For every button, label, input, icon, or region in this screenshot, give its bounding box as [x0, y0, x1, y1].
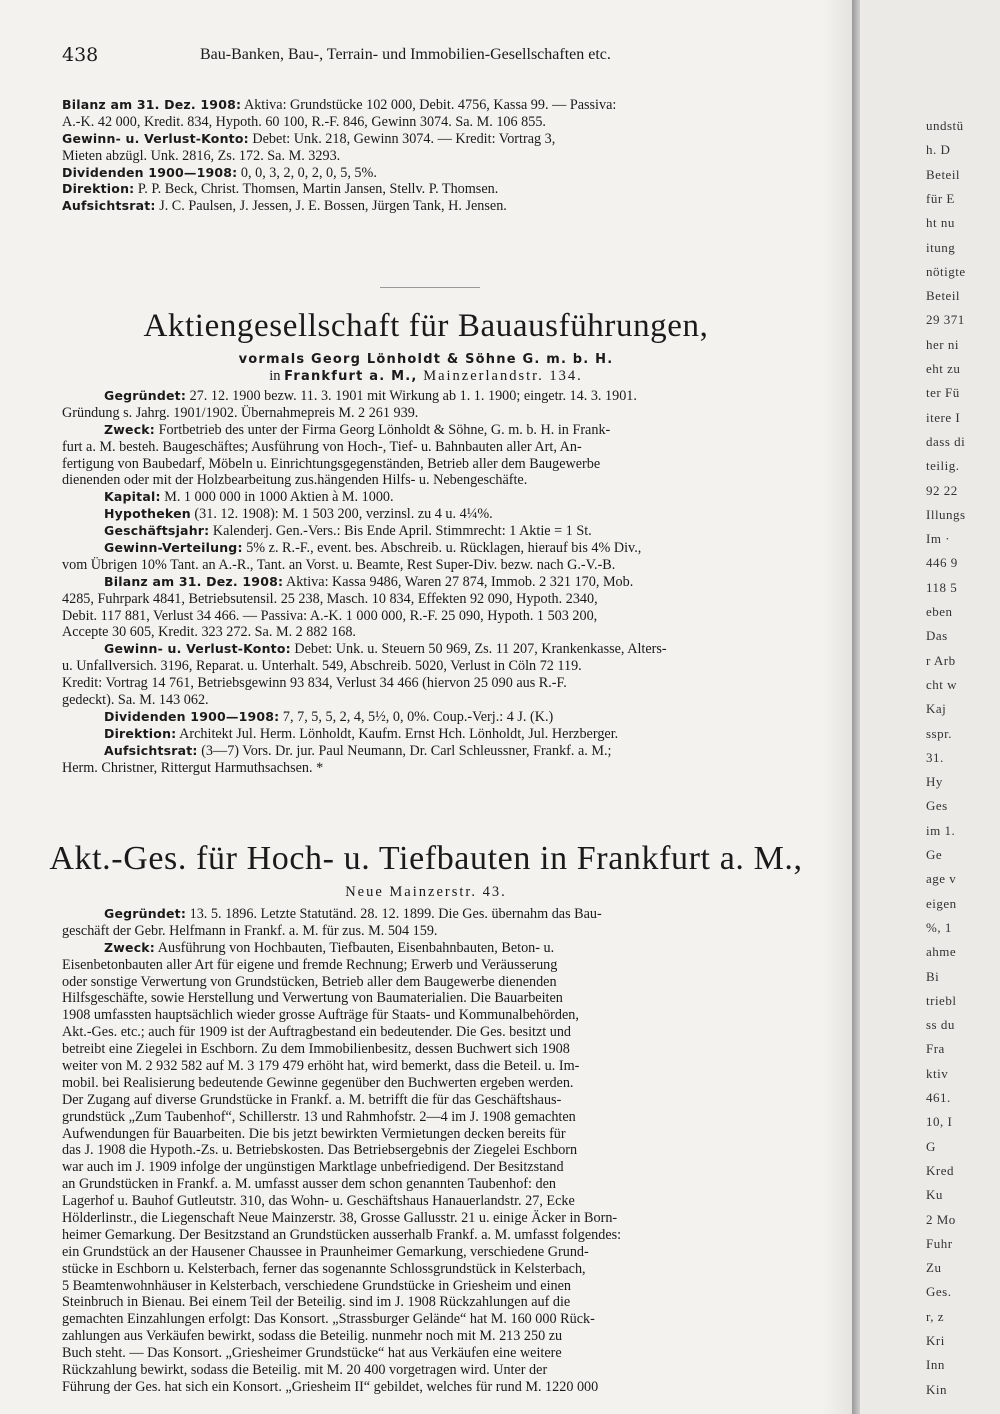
entry-keyword: Gewinn- u. Verlust-Konto:	[104, 641, 291, 657]
text-line	[62, 957, 847, 974]
text-line	[62, 131, 847, 148]
entry-text: Mieten abzügl. Unk. 2816, Zs. 172. Sa. M. 3293.	[62, 147, 341, 164]
text-line	[62, 624, 847, 641]
section2-address: Neue Mainzerstr. 43.	[345, 884, 507, 900]
text-line	[62, 114, 847, 131]
text-line	[62, 523, 847, 540]
entry-text: stücke in Eschborn u. Kelsterbach, ferner das sogenannte Schlossgrundstück in Kelsterbach,	[62, 1260, 586, 1277]
text-line	[62, 760, 847, 777]
entry-keyword: Bilanz am 31. Dez. 1908:	[62, 97, 242, 112]
entry-keyword: Dividenden 1900—1908:	[104, 708, 280, 724]
entry-text: an Grundstücken in Frankf. a. M. umfasst ausser dem schon genannten Taubenhof: den	[62, 1176, 557, 1193]
entry-text: Akt.-Ges. etc.; auch für 1909 ist der Auftragbestand ein bedeutender. Die Ges. besitzt und	[62, 1024, 572, 1041]
entry-text: ein Grundstück an der Hausener Chaussee in Praunheimer Gemarkung, verschiedene Grund-	[62, 1243, 589, 1260]
facing-page-text: 2 Mo	[926, 1211, 956, 1227]
section1-subtitle	[0, 351, 852, 368]
entry-keyword: Aufsichtsrat:	[62, 198, 156, 214]
text-line	[62, 1007, 847, 1024]
entry-text: Ausführung von Hochbauten, Tiefbauten, Eisenbahnbauten, Beton- u.	[155, 939, 555, 956]
text-line	[62, 557, 847, 574]
entry-text: heimer Gemarkung. Der Besitzstand an Grundstücken ausserhalb Frankf. a. M. umfasst folgendes:	[62, 1226, 622, 1243]
facing-page-text: Ge	[926, 847, 943, 862]
entry-text: 27. 12. 1900 bezw. 11. 3. 1901 mit Wirkung ab 1. 1. 1900; eingetr. 14. 3. 1901.	[186, 388, 637, 404]
facing-page-text: ter Fü	[926, 385, 960, 401]
facing-page-text: Fuhr	[926, 1235, 953, 1251]
facing-page-text: Kaj	[926, 701, 947, 717]
section1-street: Mainzerlandstr. 134.	[417, 368, 583, 384]
entry-keyword: Gegründet:	[104, 906, 187, 921]
entry-text: dienenden oder mit der Holzbearbeitung zus.hängenden Hilfs- u. Nebengeschäfte.	[62, 472, 528, 489]
book-gutter	[852, 0, 860, 1414]
facing-page-text: 29 371	[926, 312, 965, 328]
entry-keyword: Direktion:	[62, 181, 135, 197]
facing-page-text: nötigte	[926, 263, 966, 279]
facing-page-text: Ges.	[926, 1284, 952, 1300]
entry-keyword: Zweck:	[104, 939, 156, 955]
text-line	[62, 388, 847, 405]
facing-page-text: Kri	[926, 1333, 945, 1348]
facing-page-text: 10, I	[926, 1114, 953, 1130]
entry-keyword: Gegründet:	[104, 388, 187, 403]
text-line	[62, 1362, 847, 1379]
entry-text: Aufwendungen für Bauarbeiten. Die bis jetzt bewirkten Vermietungen decken bereits für	[62, 1125, 566, 1142]
entry-text: 13. 5. 1896. Letzte Statutänd. 28. 12. 1899. Die Ges. übernahm das Bau-	[186, 906, 602, 922]
text-line	[62, 990, 847, 1007]
text-line	[62, 1278, 847, 1295]
entry-text: war auch im J. 1909 infolge der ungünstigen Marktlage unbefriedigend. Der Besitzstand	[62, 1159, 564, 1176]
facing-page-text: 31.	[926, 749, 944, 765]
text-line	[62, 1075, 847, 1092]
text-line	[62, 574, 847, 591]
facing-page-text: 446 9	[926, 555, 958, 571]
facing-page-text: für E	[926, 190, 955, 206]
text-line	[62, 974, 847, 991]
text-line	[62, 1092, 847, 1109]
section1-former-name: vormals Georg Lönholdt & Söhne G. m. b. H.	[238, 352, 614, 367]
entry-text: (3—7) Vors. Dr. jur. Paul Neumann, Dr. Carl Schleussner, Frankf. a. M.;	[197, 742, 612, 759]
facing-page-text: Kin	[926, 1381, 947, 1397]
section1-body	[62, 388, 847, 776]
facing-page-text: Ku	[926, 1187, 943, 1203]
text-line	[62, 1244, 847, 1261]
entry-keyword: Gewinn- u. Verlust-Konto:	[62, 130, 249, 146]
text-line	[62, 439, 847, 456]
entry-text: betreibt eine Ziegelei in Eschborn. Zu dem Immobilienbesitz, dessen Buchwert sich 1908	[62, 1041, 570, 1058]
facing-page-text: 118 5	[926, 579, 958, 595]
text-line	[62, 591, 847, 608]
page-header	[62, 44, 792, 68]
entry-text: gemachten Einzahlungen erfolgt: Das Konsort. „Strassburger Gelände“ hat M. 160 000 Rück-	[62, 1311, 595, 1328]
facing-page-text: undstü	[926, 118, 964, 133]
text-line	[62, 198, 847, 215]
facing-page-text: Beteil	[926, 166, 961, 182]
facing-page-text: itere I	[926, 409, 961, 425]
facing-page-text: Inn	[926, 1357, 945, 1373]
text-line	[62, 641, 847, 658]
entry-text: 5 Beamtenwohnhäuser in Kelsterbach, verschiedene Grundstücke in Griesheim und einen	[62, 1277, 572, 1294]
entry-text: Führung der Ges. hat sich ein Konsort. „Griesheim II“ gebildet, welches für rund M. 1220 000	[62, 1378, 599, 1395]
facing-page-text: Illungs	[926, 506, 966, 522]
text-line	[62, 1126, 847, 1143]
entry-text: mobil. bei Realisierung bedeutende Gewinne gegenüber den Buchwerten ergeben werden.	[62, 1074, 574, 1091]
entry-keyword: Gewinn-Verteilung:	[104, 540, 243, 556]
facing-page-text: her ni	[926, 336, 959, 352]
text-line	[62, 1193, 847, 1210]
entry-text: das J. 1908 die Hypoth.-Zs. u. Betriebskosten. Das Betriebsergebnis der Ziegelei Eschborn	[62, 1142, 578, 1159]
facing-page-text: eben	[926, 604, 953, 619]
entry-text: M. 1 000 000 in 1000 Aktien à M. 1000.	[160, 489, 394, 506]
facing-page-text: Bi	[926, 968, 940, 984]
entry-text: Herm. Christner, Rittergut Harmuthsachsen. *	[62, 759, 324, 776]
facing-page-text: ht nu	[926, 215, 955, 231]
text-line	[62, 1294, 847, 1311]
text-line	[62, 1142, 847, 1159]
entry-keyword: Bilanz am 31. Dez. 1908:	[104, 573, 284, 589]
text-line	[62, 165, 847, 182]
entry-text: Buch steht. — Das Konsort. „Griesheimer Grundstücke“ hat aus Verkäufen eine weitere	[62, 1345, 562, 1362]
facing-page-text: 461.	[926, 1090, 951, 1105]
section2-body	[62, 906, 847, 1396]
entry-text: Kalenderj. Gen.-Vers.: Bis Ende April. Stimmrecht: 1 Aktie = 1 St.	[209, 523, 592, 540]
text-line	[62, 1176, 847, 1193]
facing-page-text: Zu	[926, 1260, 942, 1276]
section1-city: Frankfurt a. M.,	[284, 369, 418, 384]
facing-page-text: itung	[926, 239, 956, 255]
entry-text: P. P. Beck, Christ. Thomsen, Martin Jansen, Stellv. P. Thomsen.	[134, 181, 499, 198]
entry-text: fertigung von Baubedarf, Möbeln u. Einrichtungsgegenständen, Betrieb aller dem Baugewerbe	[62, 455, 601, 472]
text-line	[62, 1261, 847, 1278]
text-line	[62, 506, 847, 523]
text-line	[62, 675, 847, 692]
entry-text: Kredit: Vortrag 14 761, Betriebsgewinn 93 834, Verlust 34 466 (hiervon 25 090 aus R.-F.	[62, 675, 567, 692]
entry-text: Debit. 117 881, Verlust 34 466. — Passiva: A.-K. 1 000 000, R.-F. 25 090, Hypoth. 1 503 200,	[62, 607, 598, 624]
section1-title: Aktiengesellschaft für Bauausführungen,	[143, 308, 709, 344]
entry-text: Hölderlinstr., die Liegenschaft Neue Mainzerstr. 38, Grosse Gallusstr. 21 u. einige Äcker in Born-	[62, 1210, 618, 1227]
entry-text: Debet: Unk. 218, Gewinn 3074. — Kredit: Vortrag 3,	[248, 130, 556, 147]
text-line	[62, 1024, 847, 1041]
entry-text: Accepte 30 605, Kredit. 323 272. Sa. M. 2 882 168.	[62, 624, 356, 641]
entry-keyword: Zweck:	[104, 421, 156, 437]
text-line	[62, 1058, 847, 1075]
text-line	[62, 658, 847, 675]
entry-text: gedeckt). Sa. M. 143 062.	[62, 692, 209, 709]
text-line	[62, 1159, 847, 1176]
entry-text: Eisenbetonbauten aller Art für eigene und fremde Rechnung; Erwerb und Veräusserung	[62, 956, 558, 973]
entry-keyword: Aufsichtsrat:	[104, 742, 198, 758]
text-line	[62, 540, 847, 557]
facing-page-text: ktiv	[926, 1065, 949, 1081]
facing-page-text: triebl	[926, 992, 957, 1008]
text-line	[62, 906, 847, 923]
entry-keyword: Dividenden 1900—1908:	[62, 164, 238, 180]
entry-text: Der Zugang auf diverse Grundstücke in Frankf. a. M. betrifft die für das Geschäftshaus-	[62, 1091, 562, 1108]
facing-page-text: Kred	[926, 1162, 954, 1178]
entry-text: zahlungen aus Verkäufen bewirkt, sodass die Beteilig. nunmehr noch mit M. 213 250 zu	[62, 1328, 563, 1345]
entry-text: Hilfsgeschäfte, sowie Herstellung und Verwertung von Baumaterialien. Die Bauarbeiten	[62, 990, 563, 1007]
entry-text: geschäft der Gebr. Helfmann in Frankf. a. M. für zus. M. 504 159.	[62, 922, 438, 939]
text-line	[62, 1227, 847, 1244]
facing-page-text: r Arb	[926, 652, 956, 668]
entry-text: Lagerhof u. Bauhof Gutleutstr. 310, das Wohn- u. Geschäftshaus Hanauerlandstr. 27, Ecke	[62, 1193, 575, 1210]
section1-location	[0, 368, 852, 385]
text-line	[62, 405, 847, 422]
entry-text: Aktiva: Grundstücke 102 000, Debit. 4756, Kassa 99. — Passiva:	[241, 97, 617, 113]
facing-page-text: eht zu	[926, 361, 961, 376]
facing-page-text: ss du	[926, 1017, 955, 1033]
entry-text: J. C. Paulsen, J. Jessen, J. E. Bossen, Jürgen Tank, H. Jensen.	[155, 198, 507, 215]
entry-text: u. Unfallversich. 3196, Reparat. u. Unterhalt. 549, Abschreib. 5020, Verlust in Cöln 72 119.	[62, 658, 582, 675]
text-line	[62, 148, 847, 165]
facing-page-text: Fra	[926, 1041, 945, 1057]
facing-page-text: Im ·	[926, 531, 951, 547]
text-line	[62, 1041, 847, 1058]
entry-text: A.-K. 42 000, Kredit. 834, Hypoth. 60 100, R.-F. 846, Gewinn 3074. Sa. M. 106 855.	[62, 113, 546, 130]
facing-page-text: Das	[926, 628, 948, 644]
text-line	[62, 692, 847, 709]
facing-page-text: Hy	[926, 774, 943, 790]
text-line	[62, 743, 847, 760]
facing-page-text: %, 1	[926, 919, 952, 935]
entry-text: Fortbetrieb des unter der Firma Georg Lönholdt & Söhne, G. m. b. H. in Frank-	[155, 421, 611, 438]
text-line	[62, 97, 847, 114]
entry-text: Aktiva: Kassa 9486, Waren 27 874, Immob. 2 321 170, Mob.	[283, 573, 634, 590]
facing-page-text: ahme	[926, 944, 957, 960]
facing-page-text: Beteil	[926, 288, 961, 304]
text-line	[62, 940, 847, 957]
entry-text: Architekt Jul. Herm. Lönholdt, Kaufm. Ernst Hch. Lönholdt, Jul. Herzberger.	[176, 725, 619, 742]
entry-keyword: Kapital:	[104, 489, 161, 505]
entry-text: Rückzahlung bewirkt, sodass die Beteilig. mit M. 20 400 vorgetragen wird. Unter der	[62, 1362, 548, 1379]
entry-text: (31. 12. 1908): M. 1 503 200, verzinsl. zu 4 u. 4¼%.	[190, 506, 493, 523]
facing-page-text: 92 22	[926, 482, 958, 498]
facing-page-fragment	[860, 0, 1000, 1414]
text-line	[62, 1328, 847, 1345]
section-divider	[380, 287, 480, 288]
text-line	[62, 608, 847, 625]
entry-keyword: Direktion:	[104, 725, 177, 741]
text-line	[62, 456, 847, 473]
facing-page-text: Ges	[926, 798, 948, 814]
text-line	[62, 1109, 847, 1126]
facing-page-text: age v	[926, 871, 957, 887]
text-line	[62, 1379, 847, 1396]
facing-page-text: h. D	[926, 142, 951, 158]
facing-page-text: sspr.	[926, 725, 952, 741]
entry-text: vom Übrigen 10% Tant. an A.-R., Tant. an Vorst. u. Beamte, Rest Super-Div. bezw. nach G.-V.-B.	[62, 556, 616, 573]
entry-text: 0, 0, 3, 2, 0, 2, 0, 5, 5%.	[237, 164, 377, 181]
entry-text: 1908 umfassten hauptsächlich wieder grosse Aufträge für Staats- und Kommunalbehörden,	[62, 1007, 579, 1024]
entry-text: furt a. M. besteh. Baugeschäftes; Ausführung von Hoch-, Tief- u. Bahnbauten aller Art, An-	[62, 438, 582, 455]
facing-page-text: eigen	[926, 895, 957, 911]
entry-text: Gründung s. Jahrg. 1901/1902. Übernahmepreis M. 2 261 939.	[62, 404, 419, 421]
text-line	[62, 1311, 847, 1328]
entry-keyword: Geschäftsjahr:	[104, 523, 210, 539]
entry-text: 5% z. R.-F., event. bes. Abschreib. u. Rücklagen, hierauf bis 4% Div.,	[242, 540, 642, 557]
entry-text: Steinbruch in Bienau. Bei einem Teil der Beteilig. sind im J. 1908 Rückzahlungen auf die	[62, 1294, 571, 1311]
facing-page-text: dass di	[926, 433, 966, 449]
page-edge-shadow	[822, 0, 852, 1414]
text-line	[62, 709, 847, 726]
previous-entry-block	[62, 97, 847, 215]
entry-text: 7, 7, 5, 5, 2, 4, 5½, 0, 0%. Coup.-Verj.: 4 J. (K.)	[279, 708, 554, 725]
text-line	[62, 923, 847, 940]
entry-text: oder sonstige Verwertung von Grundstücken, Betrieb aller dem Baugewerbe dienenden	[62, 973, 557, 990]
text-line	[62, 726, 847, 743]
entry-keyword: Hypotheken	[104, 506, 191, 522]
facing-page-text: teilig.	[926, 458, 960, 474]
text-line	[62, 472, 847, 489]
entry-text: Debet: Unk. u. Steuern 50 969, Zs. 11 207, Krankenkasse, Alters-	[290, 641, 667, 658]
section2-title: Akt.-Ges. für Hoch- u. Tiefbauten in Frankfurt a. M.,	[49, 840, 803, 877]
text-line	[62, 181, 847, 198]
page-number: 438	[62, 44, 99, 66]
facing-page-text: im 1.	[926, 822, 956, 838]
section1-location-prefix: in	[269, 368, 285, 384]
text-line	[62, 1210, 847, 1227]
facing-page-text: G	[926, 1138, 936, 1154]
text-line	[62, 489, 847, 506]
entry-text: 4285, Fuhrpark 4841, Betriebsutensil. 25 238, Masch. 10 834, Effekten 92 090, Hypoth. 2340,	[62, 590, 598, 607]
entry-text: grundstück „Zum Taubenhof“, Schillerstr. 13 und Rahmhofstr. 2—4 im J. 1908 gemachten	[62, 1108, 576, 1125]
entry-text: weiter von M. 2 932 582 auf M. 3 179 479 erhöht hat, wird bemerkt, dass die Beteil. u. Im-	[62, 1058, 580, 1075]
running-head: Bau-Banken, Bau-, Terrain- und Immobilien-Gesellschaften etc.	[200, 46, 611, 63]
text-line	[62, 422, 847, 439]
facing-page-text: cht w	[926, 676, 958, 692]
text-line	[62, 1345, 847, 1362]
facing-page-text: r, z	[926, 1308, 945, 1324]
